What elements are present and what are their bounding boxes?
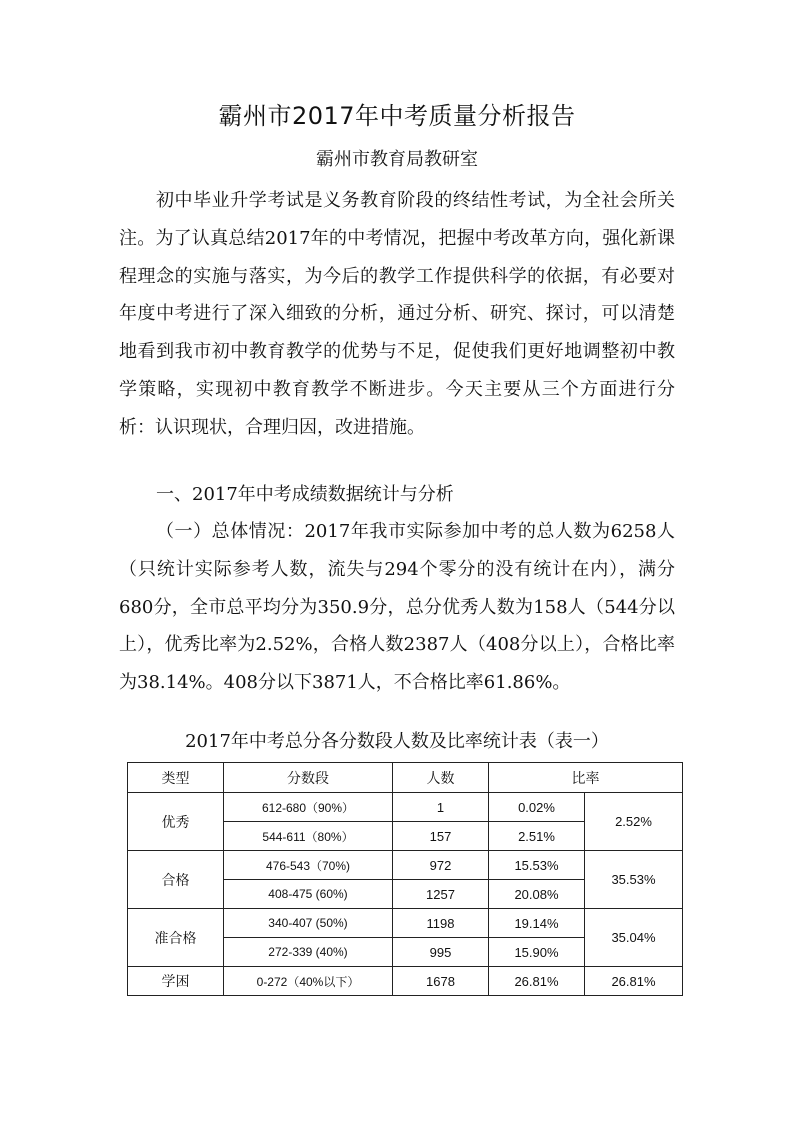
ratio-cell: 15.90%: [489, 938, 585, 967]
ratio-cell: 26.81%: [489, 967, 585, 996]
type-cell: 学困: [128, 967, 224, 996]
ratio-cell: 19.14%: [489, 909, 585, 938]
ratio-cell: 0.02%: [489, 793, 585, 822]
range-cell: 408-475 (60%): [224, 880, 393, 909]
count-cell: 1257: [393, 880, 489, 909]
header-count: 人数: [393, 763, 489, 793]
type-cell: 合格: [128, 851, 224, 909]
group-ratio-cell: 35.04%: [585, 909, 683, 967]
count-cell: 157: [393, 822, 489, 851]
group-ratio-cell: 26.81%: [585, 967, 683, 996]
header-type: 类型: [128, 763, 224, 793]
document-subtitle: 霸州市教育局教研室: [316, 149, 478, 170]
group-ratio-cell: 35.53%: [585, 851, 683, 909]
document-title: 霸州市2017年中考质量分析报告: [218, 102, 576, 130]
count-cell: 1198: [393, 909, 489, 938]
table-header-row: [128, 763, 683, 793]
header-ratio: 比率: [489, 763, 683, 793]
ratio-cell: 15.53%: [489, 851, 585, 880]
table-row: [128, 851, 683, 880]
group-ratio-cell: 2.52%: [585, 793, 683, 851]
count-cell: 1: [393, 793, 489, 822]
range-cell: 476-543（70%): [224, 851, 393, 880]
header-range: 分数段: [224, 763, 393, 793]
table-caption: 2017年中考总分各分数段人数及比率统计表（表一）: [185, 731, 609, 752]
range-cell: 0-272（40%以下）: [224, 967, 393, 996]
section-heading: 一、2017年中考成绩数据统计与分析: [156, 484, 454, 505]
type-cell: 准合格: [128, 909, 224, 967]
count-cell: 995: [393, 938, 489, 967]
score-distribution-table: [127, 762, 683, 996]
ratio-cell: 20.08%: [489, 880, 585, 909]
count-cell: 972: [393, 851, 489, 880]
range-cell: 272-339 (40%): [224, 938, 393, 967]
count-cell: 1678: [393, 967, 489, 996]
overview-paragraph: （一）总体情况：2017年我市实际参加中考的总人数为6258人（只统计实际参考人数，流失与294个零分的没有统计在内），满分680分，全市总平均分为350.9分，总分优秀人数为158人（544分以上），优秀比率为2.52%，合格人数2387人（408分以上），合格比率为38.14%。408分以下3871人，不合格比率61.86%。: [119, 521, 675, 694]
range-cell: 340-407 (50%): [224, 909, 393, 938]
range-cell: 612-680（90%）: [224, 793, 393, 822]
type-cell: 优秀: [128, 793, 224, 851]
range-cell: 544-611（80%）: [224, 822, 393, 851]
ratio-cell: 2.51%: [489, 822, 585, 851]
table-row: [128, 967, 683, 996]
table-row: [128, 909, 683, 938]
intro-paragraph: 初中毕业升学考试是义务教育阶段的终结性考试，为全社会所关注。为了认真总结2017年的中考情况，把握中考改革方向，强化新课程理念的实施与落实，为今后的教学工作提供科学的依据，有必要对年度中考进行了深入细致的分析，通过分析、研究、探讨，可以清楚地看到我市初中教育教学的优势与不足，促使我们更好地调整初中教学策略，实现初中教育教学不断进步。今天主要从三个方面进行分析：认识现状，合理归因，改进措施。: [119, 190, 675, 438]
table-row: [128, 793, 683, 822]
